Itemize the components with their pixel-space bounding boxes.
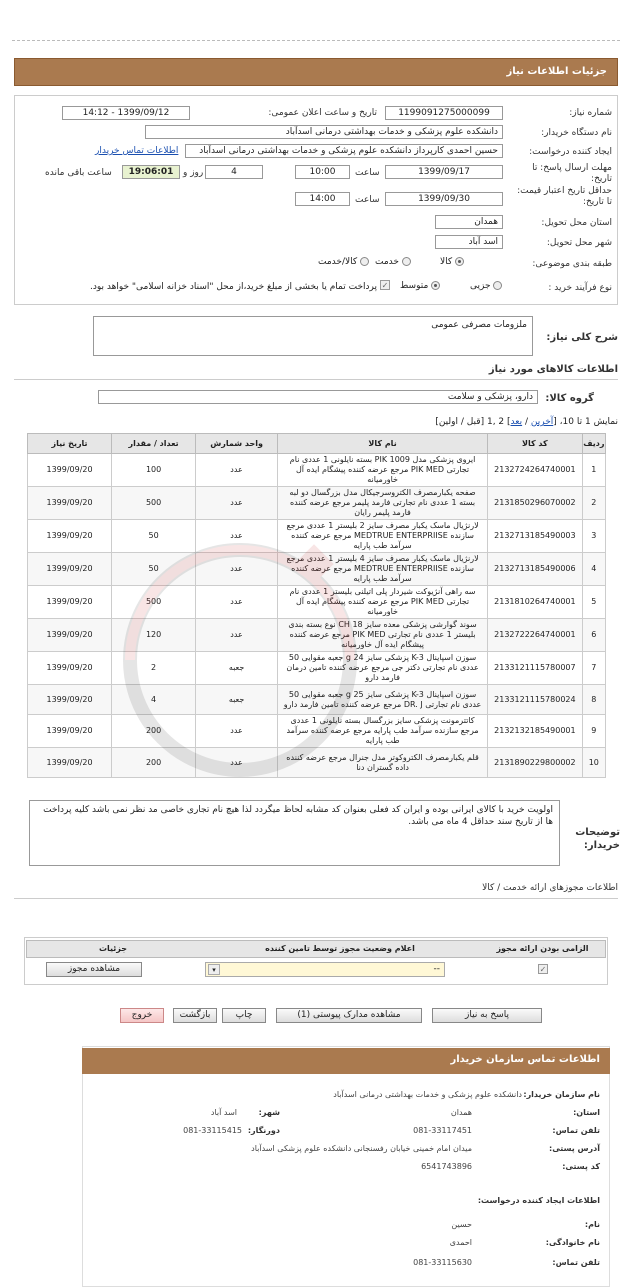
process-label: نوع فرآیند خرید : [548,283,612,293]
contact-fax-value: 081-33115415 [183,1126,242,1135]
paging-next-link[interactable]: بعد [510,417,523,427]
contact-phone-value: 081-33117451 [413,1126,472,1135]
cell-quantity: 100 [112,454,196,487]
validity-time-field: 14:00 [295,192,350,206]
table-row [28,586,606,619]
table-row [28,487,606,520]
creator-family-value: احمدی [449,1238,472,1247]
process-option-minor[interactable] [470,281,502,291]
deadline-time-field: 10:00 [295,165,350,179]
col-unit: واحد شمارش [196,434,278,454]
contact-fax-label: دورنگار: [247,1126,280,1135]
cell-row-number: 5 [582,586,605,619]
validity-label: حداقل تاریخ اعتبار قیمت: تا تاریخ: [517,186,612,207]
back-button[interactable]: بازگشت [173,1008,217,1023]
category-label: طبقه بندی موضوعی: [532,259,612,269]
cell-quantity: 200 [112,748,196,778]
cell-item-name: سوند گوارشی پزشکی معده سایز CH 18 نوع بسته بندی بلیستر 1 عددی نام تجارتی PIK MED مرجع عرضه کننده پیشگام ایده آل خاورمیانه [278,619,488,652]
province-label: استان محل تحویل: [541,218,612,228]
buyer-field: دانشکده علوم پزشکی و خدمات بهداشتی درمانی اسدآباد [145,125,503,139]
table-row [28,520,606,553]
cell-unit: عدد [196,748,278,778]
cell-unit: عدد [196,487,278,520]
cell-item-code: 2133121115780024 [488,685,583,715]
contact-postal-value: 6541743896 [421,1162,472,1171]
province-field: همدان [435,215,503,229]
process-option-medium[interactable] [400,281,440,291]
deadline-label: مهلت ارسال پاسخ: تا تاریخ: [532,163,612,184]
category-option-both-label: کالا/خدمت [318,257,358,267]
contact-province-value: همدان [450,1108,472,1117]
print-button[interactable]: چاپ [222,1008,266,1023]
cell-row-number: 3 [582,520,605,553]
pagination [435,417,618,427]
goods-info-title: اطلاعات کالاهای مورد نیاز [488,364,618,375]
radio-icon [431,281,440,290]
top-divider [12,40,620,41]
col-row: ردیف [582,434,605,454]
cell-quantity: 50 [112,553,196,586]
cell-need-date: 1399/09/20 [28,715,112,748]
cell-row-number: 9 [582,715,605,748]
notes-field: اولویت خرید با کالای ایرانی بوده و ایران کد فعلی بعنوان کد مشابه لحاظ میگردد لذا هیچ نام تجاری خاصی مد نظر نمی باشد کلیه پرداخت ها از تاریخ سند حداقل 4 ماه می باشد. [29,800,560,866]
cell-quantity: 2 [112,652,196,685]
exit-button[interactable]: خروج [120,1008,164,1023]
contact-org-value: دانشکده علوم پزشکی و خدمات بهداشتی درمانی اسدآباد [333,1090,522,1099]
announce-label: تاریخ و ساعت اعلان عمومی: [268,108,377,118]
category-option-goods[interactable] [440,257,464,267]
need-number-field: 1199091275000099 [385,106,503,120]
table-row [28,553,606,586]
validity-date-field: 1399/09/30 [385,192,503,206]
licenses-title: اطلاعات مجوزهای ارائه خدمت / کالا [482,883,618,893]
radio-icon [360,257,369,266]
table-header-row [28,434,606,454]
chevron-down-icon: ▾ [208,964,220,975]
cell-need-date: 1399/09/20 [28,487,112,520]
cell-need-date: 1399/09/20 [28,619,112,652]
table-row [28,748,606,778]
cell-unit: عدد [196,586,278,619]
cell-unit: جعبه [196,652,278,685]
licenses-divider [14,898,618,899]
table-row [28,652,606,685]
cell-unit: عدد [196,715,278,748]
category-option-service-label: خدمت [375,257,399,267]
process-option-minor-label: جزیی [470,281,491,291]
cell-item-code: 2131850296070002 [488,487,583,520]
category-option-goods-label: کالا [440,257,453,267]
table-row [28,715,606,748]
contact-title: اطلاعات تماس سازمان خریدار [82,1048,610,1074]
cell-need-date: 1399/09/20 [28,586,112,619]
cell-row-number: 7 [582,652,605,685]
creator-field: حسین احمدی کارپرداز دانشکده علوم پزشکی و خدمات بهداشتی درمانی اسدآباد [185,144,503,158]
radio-icon [402,257,411,266]
cell-quantity: 50 [112,520,196,553]
items-table [27,433,606,778]
cell-item-name: سه راهی آنژیوکت شیردار پلی اتیلنی بلیستر 1 عددی نام تجارتی PIK MED مرجع عرضه کننده پیشگام ایده آل خاورمیانه [278,586,488,619]
creator-name-value: حسین [451,1220,472,1229]
cell-unit: عدد [196,454,278,487]
cell-item-name: لارنژیال ماسک یکبار مصرف سایز 2 بلیستر 1 عددی مرجع سازنده MEDTRUE ENTERPRIISE مرجع عرضه کننده سرآمد طب پارایه [278,520,488,553]
contact-postal-label: کد پستی: [562,1162,600,1171]
cell-quantity: 500 [112,487,196,520]
cell-need-date: 1399/09/20 [28,553,112,586]
paging-pages: ] 2 ,1 [قبل / اولین] [435,417,511,427]
contact-city-label: شهر: [258,1108,280,1117]
license-status-value: -- [433,964,440,974]
cell-unit: عدد [196,520,278,553]
cell-need-date: 1399/09/20 [28,520,112,553]
col-qty: تعداد / مقدار [112,434,196,454]
cell-row-number: 1 [582,454,605,487]
contact-org-label: نام سازمان خریدار: [523,1090,600,1099]
cell-quantity: 200 [112,715,196,748]
creator-family-label: نام خانوادگی: [545,1238,600,1247]
reply-button[interactable]: پاسخ به نیاز [432,1008,542,1023]
view-license-button[interactable]: مشاهده مجوز [46,962,142,977]
checkbox-icon: ✓ [381,281,389,290]
paging-prefix: نمایش 1 تا 10، [ [553,417,618,427]
cell-need-date: 1399/09/20 [28,454,112,487]
need-number-label: شماره نیاز: [569,108,612,118]
license-required-checkbox[interactable] [538,964,548,975]
buyer-label: نام دستگاه خریدار: [541,128,612,138]
cell-need-date: 1399/09/20 [28,652,112,685]
payment-note: پرداخت تمام یا بخشی از مبلغ خرید،از محل "اسناد خزانه اسلامی" خواهد بود. [89,282,377,292]
announce-field: 1399/09/12 - 14:12 [62,106,190,120]
cell-item-name: لارنژیال ماسک یکبار مصرف سایز 4 بلیستر 1 عددی مرجع سازنده MEDTRUE ENTERPRIISE مرجع عرضه کننده سرآمد طب پارایه [278,553,488,586]
license-col-status: اعلام وضعیت مجوز توسط تامین کننده [265,944,415,953]
contact-city-value: اسد آباد [210,1108,237,1117]
creator-label: ایجاد کننده درخواست: [529,147,612,157]
paging-separator: / [522,417,531,427]
creator-name-label: نام: [584,1220,600,1229]
table-row [28,685,606,715]
cell-quantity: 500 [112,586,196,619]
remaining-label: ساعت باقی مانده [45,168,112,178]
cell-row-number: 8 [582,685,605,715]
contact-address-value: میدان امام خمینی خیابان رفسنجانی دانشکده علوم پزشکی اسدآباد [251,1144,472,1153]
cell-unit: عدد [196,553,278,586]
cell-item-name: سوزن اسپاینال K-3 پزشکی سایز 24 g جعبه مقوایی 50 عددی نام تجارتی دکتر جی مرجع عرضه کننده تامین درمان فارمد دارو [278,652,488,685]
cell-item-code: 2132724264740001 [488,454,583,487]
cell-item-code: 2132132185490001 [488,715,583,748]
cell-item-name: قلم یکبارمصرف الکتروکوتر مدل جنرال مرجع عرضه کننده داده گستران دنا [278,748,488,778]
cell-row-number: 4 [582,553,605,586]
cell-row-number: 6 [582,619,605,652]
buyer-contact-link[interactable]: اطلاعات تماس خریدار [95,146,179,156]
license-status-select[interactable] [205,962,445,977]
contact-panel [82,1046,610,1287]
license-col-details: جزئیات [98,944,128,953]
cell-item-name: صفحه یکبارمصرف الکتروسرجیکال مدل بزرگسال دو لبه بسته 1 عددی نام تجارتی فارمد پلیمر مرجع عرضه کننده فارمد پلیمر رایان [278,487,488,520]
summary-field: ملزومات مصرفی عمومی [93,316,533,356]
deadline-time-label: ساعت [355,168,380,178]
goods-info-divider [14,379,618,380]
cell-unit: عدد [196,619,278,652]
summary-label: شرح کلی نیاز: [546,332,618,343]
creator-info-title: اطلاعات ایجاد کننده درخواست: [477,1196,600,1205]
cell-need-date: 1399/09/20 [28,748,112,778]
goods-group-field: دارو، پزشکی و سلامت [98,390,538,404]
cell-row-number: 10 [582,748,605,778]
cell-item-name: ایروی پزشکی مدل PIK 1009 بسته نایلونی 1 عددی نام تجارتی PIK MED مرجع عرضه کننده پیشگام ایده آل خاورمیانه [278,454,488,487]
table-row [28,619,606,652]
remaining-time-field: 19:06:01 [122,165,180,179]
process-option-medium-label: متوسط [400,281,429,291]
days-field: 4 [205,165,263,179]
cell-unit: جعبه [196,685,278,715]
table-row [28,454,606,487]
cell-item-code: 2131810264740001 [488,586,583,619]
days-label: روز و [183,168,204,178]
view-attachments-button[interactable]: مشاهده مدارک پیوستی (1) [276,1008,422,1023]
notes-label: توضیحات خریدار: [575,827,620,851]
contact-province-label: استان: [573,1108,600,1117]
goods-group-label: گروه کالا: [545,393,594,404]
cell-quantity: 120 [112,619,196,652]
paging-last-link[interactable]: آخرین [530,417,554,427]
creator-phone-label: تلفن تماس: [552,1258,600,1267]
col-date: تاریخ نیاز [28,434,112,454]
validity-time-label: ساعت [355,195,380,205]
cell-need-date: 1399/09/20 [28,685,112,715]
cell-item-name: کاتترمونت پزشکی سایز بزرگسال بسته نایلونی 1 عددی مرجع سازنده سرآمد طب پارایه مرجع عرضه کننده سرآمد طب پارایه [278,715,488,748]
cell-item-code: 2131890229800002 [488,748,583,778]
col-name: نام کالا [278,434,488,454]
contact-address-label: آدرس پستی: [549,1144,600,1153]
city-label: شهر محل تحویل: [546,238,612,248]
cell-item-code: 2133121115780007 [488,652,583,685]
deadline-date-field: 1399/09/17 [385,165,503,179]
cell-item-name: سوزن اسپاینال K-3 پزشکی سایز 25 g جعبه مقوایی 50 عددی نام تجارتی DR. J مرجع عرضه کننده تامین فارمد دارو [278,685,488,715]
cell-item-code: 2132713185490006 [488,553,583,586]
cell-row-number: 2 [582,487,605,520]
cell-item-code: 2132713185490003 [488,520,583,553]
license-col-required: الزامی بودن ارائه مجوز [496,944,589,953]
treasury-payment-checkbox[interactable] [380,280,390,291]
contact-phone-label: تلفن تماس: [552,1126,600,1135]
cell-item-code: 2132722264740001 [488,619,583,652]
city-field: اسد آباد [435,235,503,249]
cell-quantity: 4 [112,685,196,715]
radio-icon [455,257,464,266]
category-option-service[interactable] [375,257,411,267]
checkbox-icon: ✓ [539,965,547,974]
col-code: کد کالا [488,434,583,454]
creator-phone-value: 081-33115630 [413,1258,472,1267]
category-option-both[interactable] [318,257,369,267]
radio-icon [493,281,502,290]
page-title: جزئیات اطلاعات نیاز [14,58,618,86]
